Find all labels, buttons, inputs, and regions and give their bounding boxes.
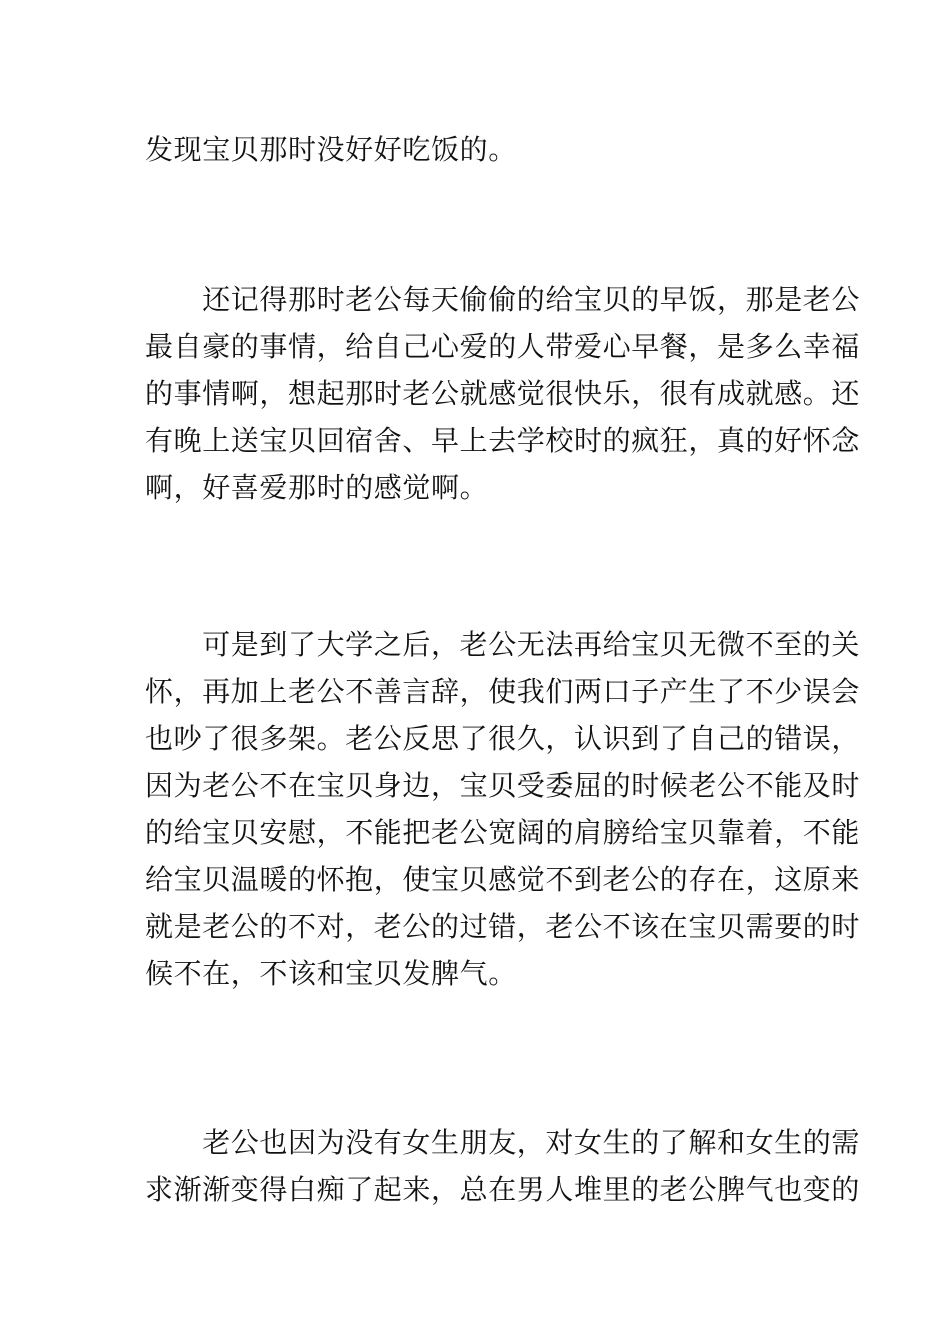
paragraph-line: 的事情啊，想起那时老公就感觉很快乐，很有成就感。还 <box>145 377 861 410</box>
paragraph-3 <box>145 1119 861 1213</box>
paragraph-line: 怀，再加上老公不善言辞，使我们两口子产生了不少误会 <box>145 675 861 708</box>
paragraph-line: 的给宝贝安慰，不能把老公宽阔的肩膀给宝贝靠着，不能 <box>145 816 861 849</box>
paragraph-1 <box>145 276 861 511</box>
paragraph-line: 老公也因为没有女生朋友，对女生的了解和女生的需 <box>145 1126 861 1159</box>
paragraph-line: 啊，好喜爱那时的感觉啊。 <box>145 471 489 504</box>
paragraph-line: 给宝贝温暖的怀抱，使宝贝感觉不到老公的存在，这原来 <box>145 863 861 896</box>
paragraph-line: 因为老公不在宝贝身边，宝贝受委屈的时候老公不能及时 <box>145 769 861 802</box>
paragraph-0 <box>145 126 805 173</box>
paragraph-line: 就是老公的不对，老公的过错，老公不该在宝贝需要的时 <box>145 910 861 943</box>
paragraph-line: 也吵了很多架。老公反思了很久，认识到了自己的错误， <box>145 722 861 755</box>
paragraph-line: 候不在，不该和宝贝发脾气。 <box>145 957 517 990</box>
paragraph-2 <box>145 621 861 997</box>
paragraph-line: 求渐渐变得白痴了起来，总在男人堆里的老公脾气也变的 <box>145 1173 861 1206</box>
paragraph-line: 有晚上送宝贝回宿舍、早上去学校时的疯狂，真的好怀念 <box>145 424 861 457</box>
paragraph-line: 还记得那时老公每天偷偷的给宝贝的早饭，那是老公 <box>145 283 861 316</box>
paragraph-line: 可是到了大学之后，老公无法再给宝贝无微不至的关 <box>145 628 861 661</box>
paragraph-line: 最自豪的事情，给自己心爱的人带爱心早餐，是多么幸福 <box>145 330 861 363</box>
paragraph-line: 发现宝贝那时没好好吃饭的。 <box>145 133 517 166</box>
